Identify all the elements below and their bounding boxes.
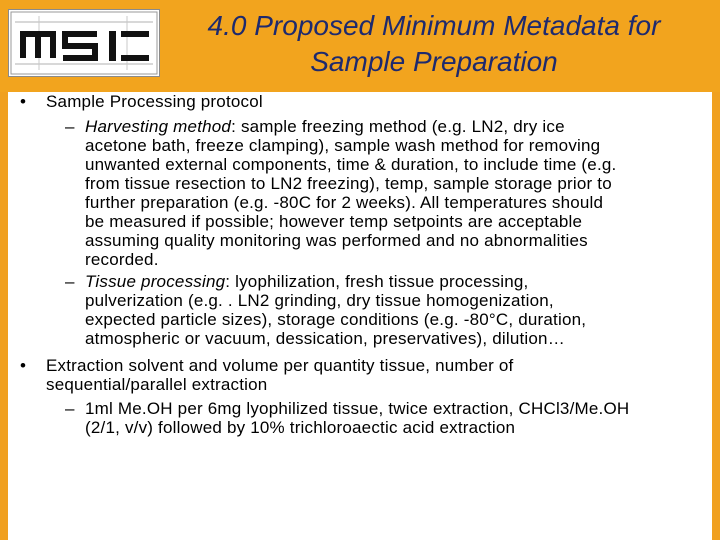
sub-bullet-text: further preparation (e.g. -80C for 2 weeks). All temperatures should (85, 193, 604, 212)
harvesting-method-term: Harvesting method (85, 117, 232, 136)
sub-bullet-text: recorded. (85, 250, 159, 269)
sub-bullet-text: assuming quality monitoring was performed and no abnormalities (85, 231, 588, 250)
sub-bullet-text: from tissue resection to LN2 freezing), temp, sample storage prior to (85, 174, 612, 193)
title-line: 4.0 Proposed Minimum Metadata for (207, 10, 661, 41)
sub-bullet-text: unwanted external components, time & duration, to include time (e.g. (85, 155, 617, 174)
sub-bullet-text: : sample freezing method (e.g. LN2, dry ice (231, 117, 565, 136)
sub-bullet-text: be measured if possible; however temp setpoints are acceptable (85, 212, 583, 231)
msi-logo-graphic (9, 10, 159, 76)
sub-bullet-marker: – (65, 117, 75, 136)
bullet-text: sequential/parallel extraction (46, 375, 268, 394)
sub-bullet-text: pulverization (e.g. . LN2 grinding, dry tissue homogenization, (85, 291, 554, 310)
sub-bullet-marker: – (65, 399, 75, 418)
bullet-marker: • (20, 356, 27, 375)
msi-logo (8, 9, 160, 77)
slide-header (0, 0, 720, 92)
bullet-marker: • (20, 92, 27, 111)
tissue-processing-term: Tissue processing (85, 272, 226, 291)
slide-title (160, 8, 708, 80)
title-line: Sample Preparation (310, 46, 558, 77)
sub-bullet-text: : lyophilization, fresh tissue processing, (225, 272, 529, 291)
slide-body (8, 92, 712, 540)
sub-bullet-text: acetone bath, freeze clamping), sample wash method for removing (85, 136, 601, 155)
sub-bullet-text: 1ml Me.OH per 6mg lyophilized tissue, twice extraction, CHCl3/Me.OH (85, 399, 630, 418)
sub-bullet-text: (2/1, v/v) followed by 10% trichloroaectic acid extraction (85, 418, 516, 437)
bullet-text: Extraction solvent and volume per quantity tissue, number of (46, 356, 514, 375)
bullet-text: Sample Processing protocol (46, 92, 263, 111)
sub-bullet-marker: – (65, 272, 75, 291)
sub-bullet-text: atmospheric or vacuum, dessication, preservatives), dilution… (85, 329, 565, 348)
sub-bullet-text: expected particle sizes), storage conditions (e.g. -80°C, duration, (85, 310, 587, 329)
